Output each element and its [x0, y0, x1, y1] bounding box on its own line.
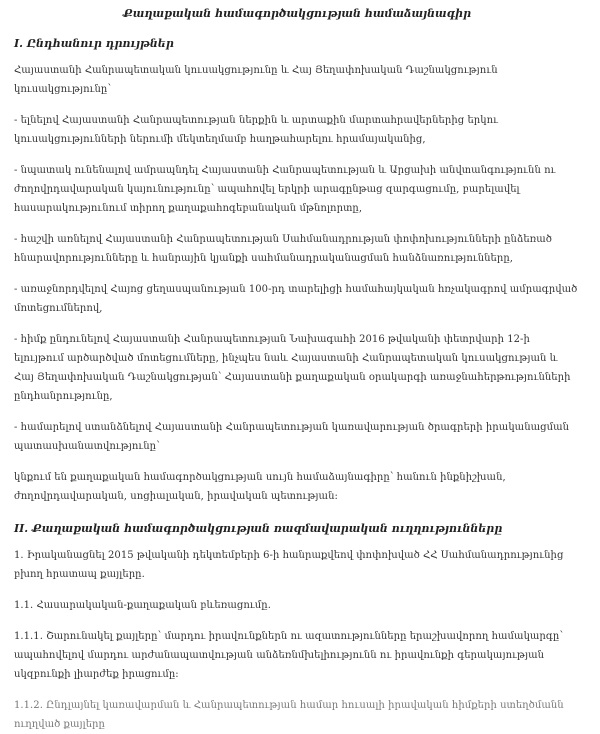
paragraph-item-1-1: 1.1. Հասարակական-քաղաքական բևեռացումը. — [14, 600, 271, 611]
paragraph-genocide-centenary: - առաջնորդվելով Հայոց ցեղասպանության 100-րդ տարելիցի համահայկական հռչակագրով ամրագրված մոտեցումներով, — [14, 284, 578, 314]
section-heading-strategic-directions: II. Քաղաքական համագործակցության ռազմավարական ուղղությունները — [14, 522, 503, 535]
document-page — [0, 7, 600, 730]
paragraph-conclusion: կնքում են քաղաքական համագործակցության սույն համաձայնագիրը՝ հանուն ինքնիշխան, ժողովրդավարական, սոցիալական, իրավական պետության: — [14, 472, 506, 502]
paragraph-item-1: 1. Իրականացնել 2015 թվականի դեկտեմբերի 6-ի հանրաքվեով փոփոխված ՀՀ Սահմանադրությունից բխող հրատապ քայլերը. — [14, 550, 564, 580]
paragraph-security-aim: - նպատակ ունենալով ամրապնդել Հայաստանի Հանրապետության և Արցախի անվտանգությունն ու ժողովրդավարական կայունությունը՝ ապահովել երկրի արագընթաց զարգացումը, բարելավել հասարակությունում տիրող քաղաքահոգեբանական մթնոլորտը, — [14, 165, 556, 214]
document-title: Քաղաքական համագործակցության համաձայնագիր — [122, 7, 472, 20]
section-heading-general-provisions: I. Ընդհանուր դրույթներ — [14, 37, 174, 50]
paragraph-item-1-1-2: 1.1.2. Ընդլայնել կառավարման և Հանրապետության համար հուսալի իրավական հիմքերի ստեղծմանն ուղղված քայլերը — [14, 700, 564, 730]
paragraph-parties: Հայաստանի Հանրապետական կուսակցությունը և Հայ Յեղափոխական Դաշնակցություն կուսակցությունը՝ — [14, 65, 498, 95]
paragraph-constitution: - հաշվի առնելով Հայաստանի Հանրապետության Սահմանադրության փոփոխությունների ընձեռած հնարավորությունները և հանրային կյանքի սահմանադրականացման հանձնառությունները, — [14, 234, 552, 264]
paragraph-item-1-1-1: 1.1.1. Շարունակել քայլերը՝ մարդու իրավունքներն ու ազատությունները երաշխավորող համակարգը՝ ապահովելով մարդու արժանապատվության անձեռնմխելիությունն ու իրավունքի գերակայության սկզբունքի լիարժեք իրացումը: — [14, 631, 564, 680]
paragraph-challenges: - ելնելով Հայաստանի Հանրապետության ներքին և արտաքին մարտահրավերներից երկու կուսակցությունների ներումի մեկտեղմամբ հաղթահարելու հրամայականից, — [14, 115, 499, 145]
paragraph-government-responsibility: - համարելով ստանձնելով Հայաստանի Հանրապետության կառավարության ծրագրերի իրականացման պատասխանատվությունը՝ — [14, 422, 570, 452]
paragraph-president-speech: - հիմք ընդունելով Հայաստանի Հանրապետության Նախագահի 2016 թվականի փետրվարի 12-ի ելույթում արծարծված մոտեցումները, ինչպես նաև Հայաստանի Հանրապետական կուսակցության և Հայ Յեղափոխական Դաշնակցության՝ Հայաստանի քաղաքական օրակարգի առաջնահերթությունների ընդհանրությունը, — [14, 334, 571, 402]
